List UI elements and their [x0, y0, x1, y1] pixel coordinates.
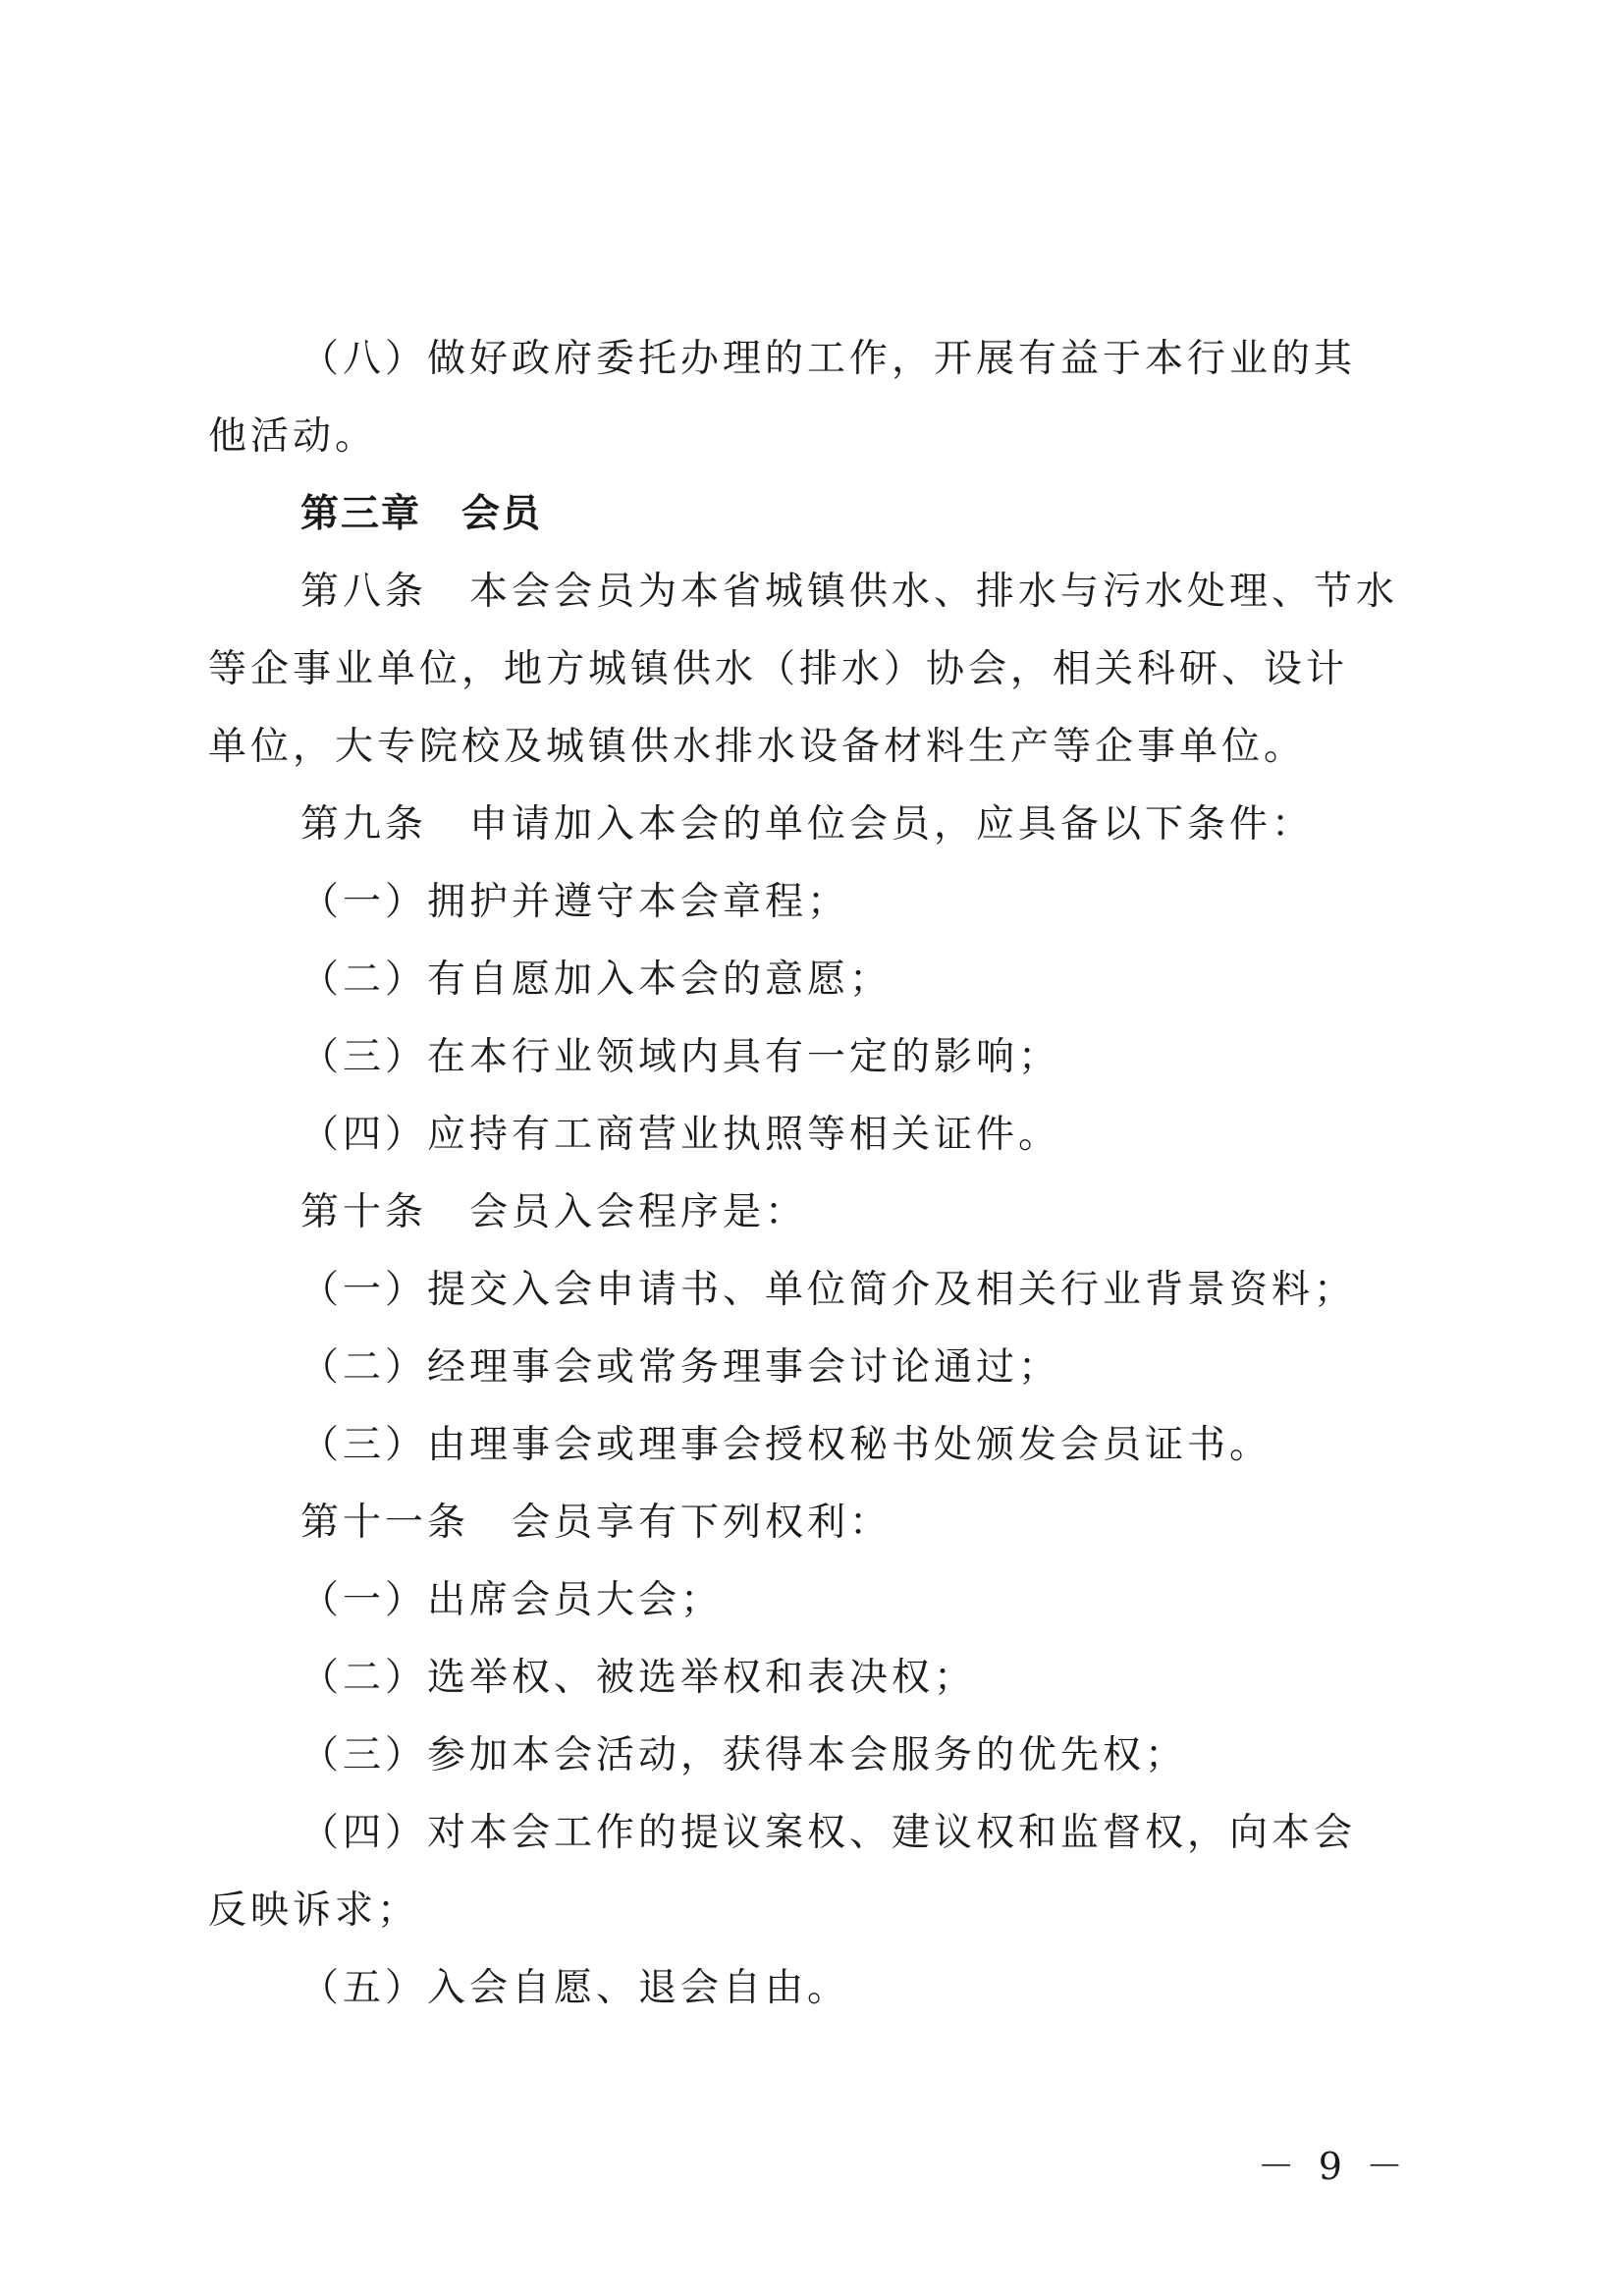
- list-item: （一）提交入会申请书、单位简介及相关行业背景资料；: [300, 1268, 1357, 1312]
- document-body: [208, 320, 1398, 2027]
- page-number: － 9 －: [1257, 2145, 1409, 2188]
- list-item: （五）入会自愿、退会自由。: [300, 1966, 850, 2010]
- list-item: （二）有自愿加入本会的意愿；: [300, 957, 893, 1002]
- article-11-line: 第十一条 会员享有下列权利：: [300, 1501, 893, 1545]
- list-item: （一）出席会员大会；: [300, 1578, 724, 1622]
- list-item: （二）经理事会或常务理事会讨论通过；: [300, 1345, 1061, 1390]
- article-10-line: 第十条 会员入会程序是：: [300, 1190, 808, 1234]
- text-line: 等企事业单位，地方城镇供水（排水）协会，相关科研、设计: [208, 647, 1349, 691]
- list-item: （三）参加本会活动，获得本会服务的优先权；: [300, 1733, 1188, 1777]
- list-item: （一）拥护并遵守本会章程；: [300, 880, 850, 924]
- text-line: （八）做好政府委托办理的工作，开展有益于本行业的其: [300, 337, 1357, 381]
- chapter-heading: 第三章 会员: [300, 492, 543, 536]
- list-item: （四）对本会工作的提议案权、建议权和监督权，向本会: [300, 1811, 1357, 1855]
- text-line: 单位，大专院校及城镇供水排水设备材料生产等企事单位。: [208, 725, 1307, 769]
- article-8-line: 第八条 本会会员为本省城镇供水、排水与污水处理、节水: [300, 570, 1399, 614]
- list-item: （三）由理事会或理事会授权秘书处颁发会员证书。: [300, 1423, 1272, 1467]
- list-item: （四）应持有工商营业执照等相关证件。: [300, 1113, 1061, 1157]
- text-line: 反映诉求；: [208, 1888, 420, 1933]
- article-9-line: 第九条 申请加入本会的单位会员，应具备以下条件：: [300, 802, 1315, 847]
- text-line: 他活动。: [208, 414, 378, 459]
- list-item: （二）选举权、被选举权和表决权；: [300, 1656, 977, 1700]
- list-item: （三）在本行业领域内具有一定的影响；: [300, 1035, 1061, 1079]
